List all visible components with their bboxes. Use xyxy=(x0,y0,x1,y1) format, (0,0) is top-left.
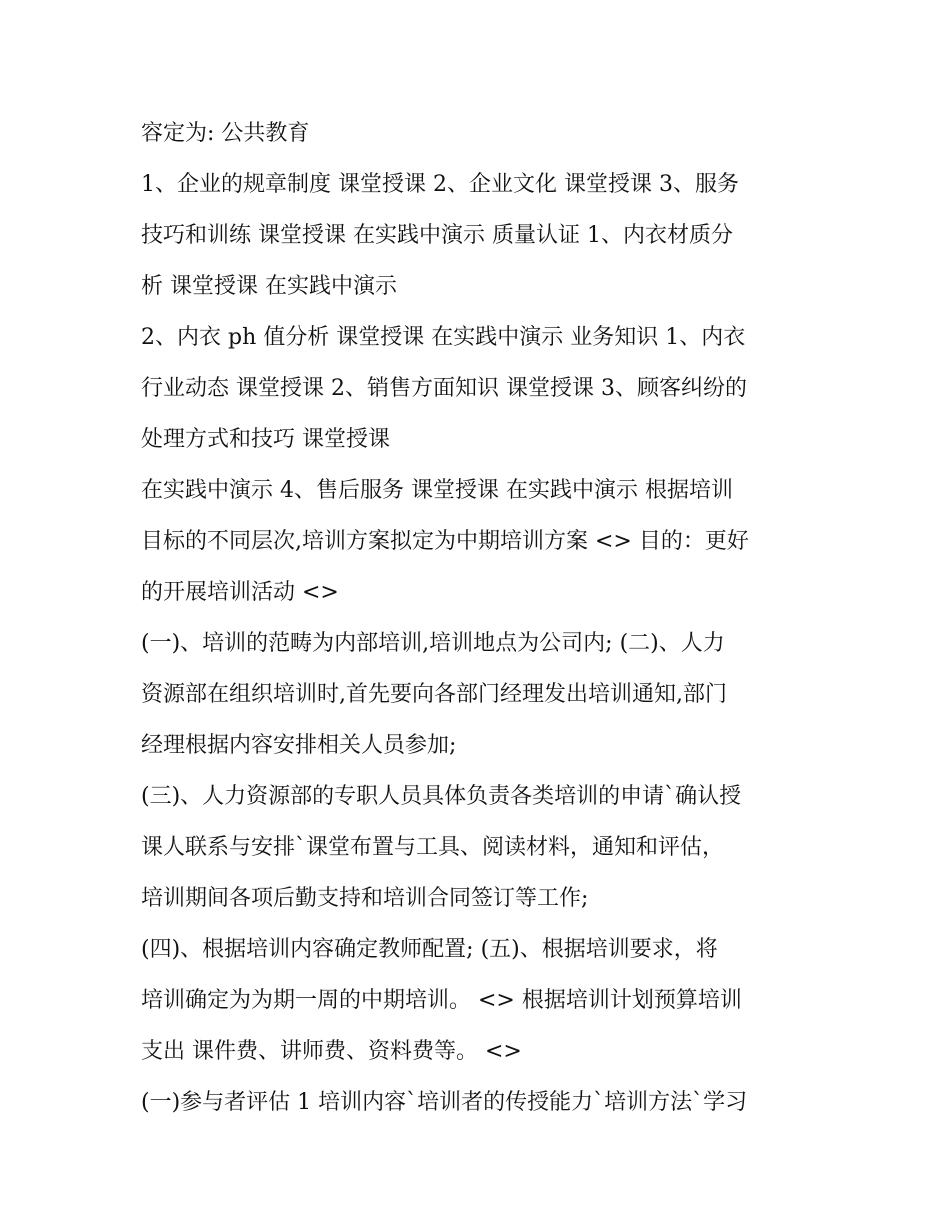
text-line: 在实践中演示 4、售后服务 课堂授课 在实践中演示 根据培训 xyxy=(141,478,733,503)
text-line: 培训期间各项后勤支持和培训合同签订等工作; xyxy=(141,886,589,911)
text-line: (一)、培训的范畴为内部培训,培训地点为公司内; (二)、人力 xyxy=(141,631,725,656)
text-line: 课人联系与安排`课堂布置与工具、阅读材料，通知和评估， xyxy=(141,835,725,860)
text-line: 1、企业的规章制度 课堂授课 2、企业文化 课堂授课 3、服务 xyxy=(141,172,739,197)
document-body xyxy=(141,108,821,1128)
text-line: (四)、根据培训内容确定教师配置; (五)、根据培训要求，将 xyxy=(141,937,718,962)
text-line: (一)参与者评估 1 培训内容`培训者的传授能力`培训方法`学习 xyxy=(141,1090,748,1115)
text-line: 容定为: 公共教育 xyxy=(141,121,310,146)
text-line: 的开展培训活动 <> xyxy=(141,580,339,605)
text-line: 培训确定为为期一周的中期培训。 <> 根据培训计划预算培训 xyxy=(141,988,742,1013)
text-line: 行业动态 课堂授课 2、销售方面知识 课堂授课 3、顾客纠纷的 xyxy=(141,376,747,401)
text-line: 2、内衣 ph 值分析 课堂授课 在实践中演示 业务知识 1、内衣 xyxy=(141,325,746,350)
text-line: 析 课堂授课 在实践中演示 xyxy=(141,274,397,299)
text-line: 处理方式和技巧 课堂授课 xyxy=(141,427,390,452)
text-line: 目标的不同层次,培训方案拟定为中期培训方案 <> 目的：更好 xyxy=(141,529,749,554)
text-line: (三)、人力资源部的专职人员具体负责各类培训的申请`确认授 xyxy=(141,784,742,809)
text-line: 技巧和训练 课堂授课 在实践中演示 质量认证 1、内衣材质分 xyxy=(141,223,733,248)
text-line: 资源部在组织培训时,首先要向各部门经理发出培训通知,部门 xyxy=(141,682,727,707)
text-line: 支出 课件费、讲师费、资料费等。 <> xyxy=(141,1039,522,1064)
text-line: 经理根据内容安排相关人员参加; xyxy=(141,733,457,758)
